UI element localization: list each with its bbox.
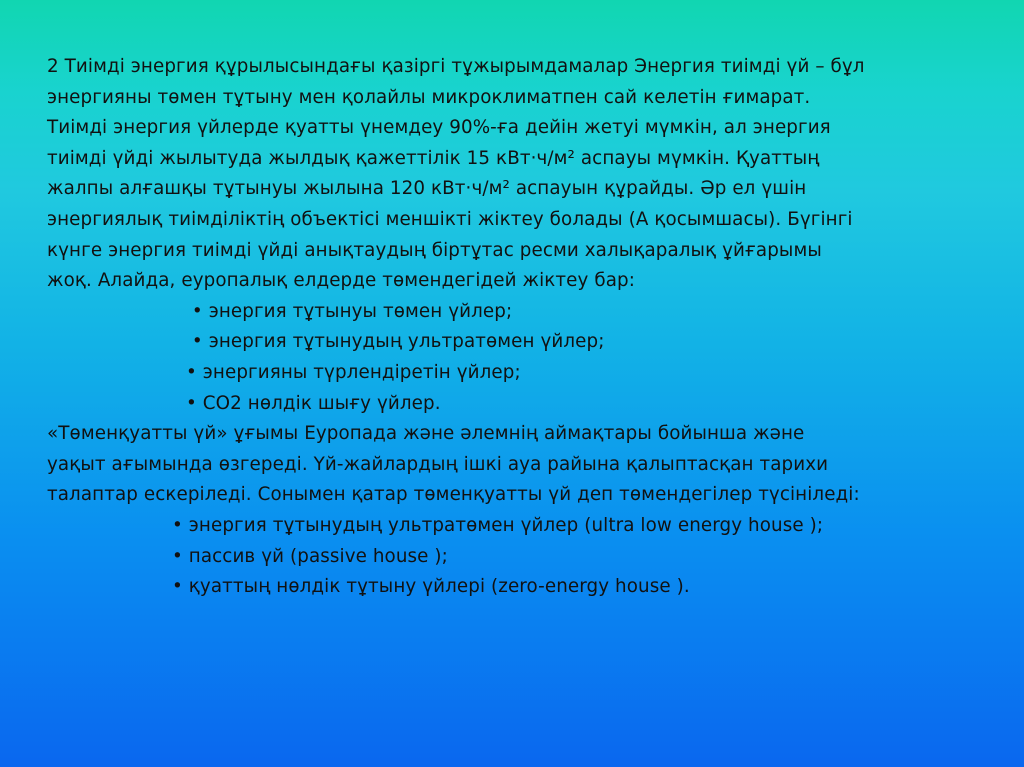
- body-line: уақыт ағымында өзгереді. Үй-жайлардың ішкі ауа райына қалыптасқан тарихи: [47, 453, 829, 475]
- intro-line: энергиялық тиімділіктің объектісі меншікті жіктеу болады (А қосымшасы). Бүгінгі: [47, 208, 853, 230]
- list-item: • энергия тұтынудың ультратөмен үйлер;: [186, 331, 605, 353]
- intro-line: жоқ. Алайда, еуропалық елдерде төмендегідей жіктеу бар:: [47, 270, 635, 292]
- body-line: «Төменқуатты үй» ұғымы Еуропада және әлемнің аймақтары бойынша және: [47, 423, 805, 445]
- slide-text-block: [47, 52, 987, 603]
- intro-line: Тиімді энергия үйлерде қуатты үнемдеу 90%-ға дейін жетуі мүмкін, ал энергия: [47, 117, 831, 139]
- body-line: талаптар ескеріледі. Сонымен қатар төменқуатты үй деп төмендегілер түсініледі:: [47, 484, 860, 506]
- intro-line: энергияны төмен тұтыну мен қолайлы микроклиматпен сай келетін ғимарат.: [47, 86, 811, 108]
- list-item: • энергия тұтынуы төмен үйлер;: [186, 300, 513, 322]
- list-item: • энергия тұтынудың ультратөмен үйлер (ultra low energy house );: [172, 514, 824, 536]
- intro-line: күнге энергия тиімді үйді анықтаудың біртұтас ресми халықаралық ұйғарымы: [47, 239, 822, 261]
- intro-line: тиімді үйді жылытуда жылдық қажеттілік 15 кВт·ч/м² аспауы мүмкін. Қуаттың: [47, 147, 820, 169]
- intro-line: жалпы алғашқы тұтынуы жылына 120 кВт·ч/м² аспауын құрайды. Әр ел үшін: [47, 178, 807, 200]
- list-item: • қуаттың нөлдік тұтыну үйлері (zero-energy house ).: [172, 576, 690, 598]
- list-item: • энергияны түрлендіретін үйлер;: [186, 361, 521, 383]
- intro-line: 2 Тиімді энергия құрылысындағы қазіргі тұжырымдамалар Энергия тиімді үй – бұл: [47, 56, 865, 77]
- list-item: • CO2 нөлдік шығу үйлер.: [186, 392, 441, 414]
- list-item: • пассив үй (passive house );: [172, 545, 448, 567]
